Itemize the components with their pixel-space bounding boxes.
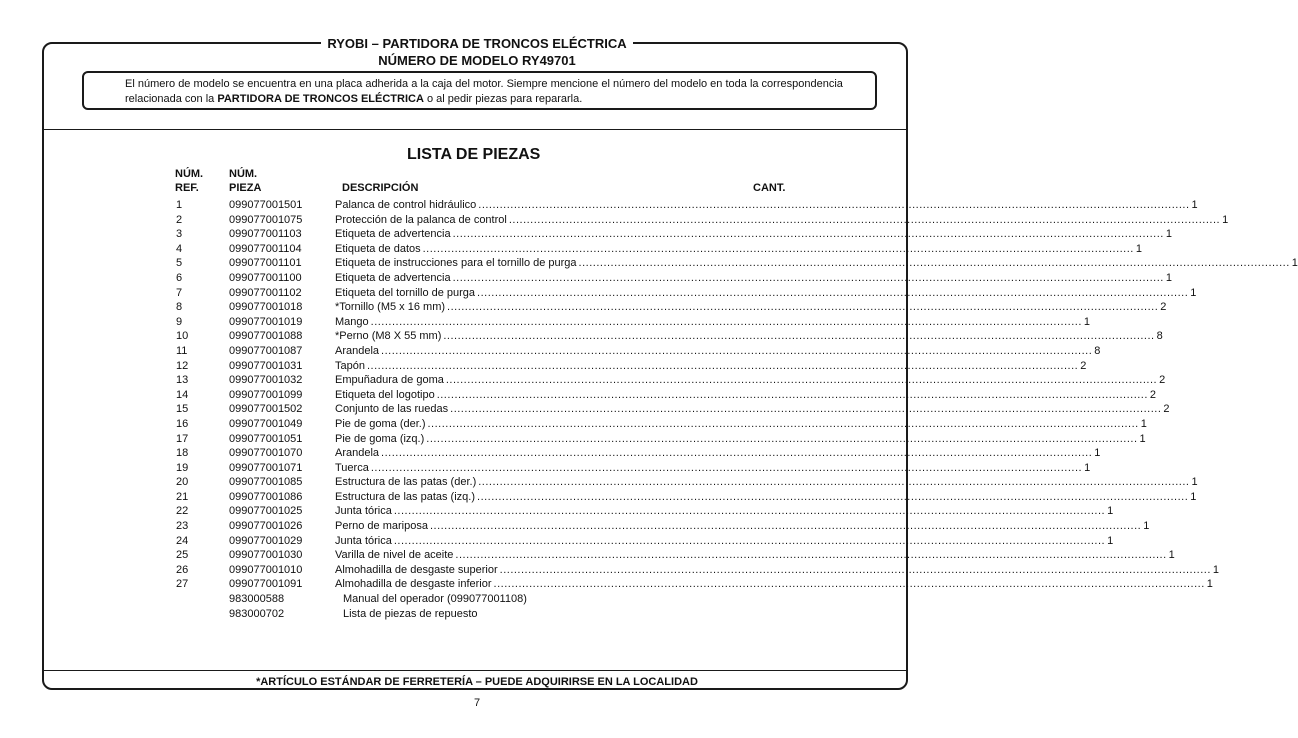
table-row [175, 227, 1172, 242]
part-quantity: 1 [1084, 461, 1091, 474]
part-quantity: 2 [1159, 374, 1166, 387]
leader-dots: ........................................................................................................................................................................................................ [477, 490, 1189, 503]
leader-dots: ........................................................................................................................................................................................................ [429, 520, 1142, 533]
part-description: Pie de goma (izq.) [335, 432, 425, 445]
table-row [175, 329, 1163, 344]
part-description: Perno (M8 X 55 mm) [339, 330, 442, 343]
part-number: 099077001102 [229, 286, 302, 299]
note-text-b: o al pedir piezas para repararla. [423, 92, 583, 105]
page-header [0, 35, 954, 69]
part-description: Arandela [335, 344, 380, 357]
part-number: 099077001100 [229, 271, 302, 284]
part-number: 099077001025 [229, 505, 303, 518]
ref-number: 9 [176, 315, 183, 328]
note-text-bold: PARTIDORA DE TRONCOS ELÉCTRICA [217, 92, 424, 105]
table-row [175, 213, 1229, 228]
part-quantity: 1 [1190, 286, 1197, 299]
part-description: Mango [335, 315, 369, 328]
ref-number: 17 [176, 432, 189, 445]
ref-number: 2 [176, 213, 183, 226]
leader-dots: ........................................................................................................................................................................................................ [455, 549, 1167, 562]
leader-dots: ........................................................................................................................................................................................................ [393, 505, 1106, 518]
ref-number: 11 [176, 344, 188, 357]
table-row [175, 577, 1213, 592]
part-quantity: 1 [1165, 228, 1172, 241]
part-description: Manual del operador (099077001108) [343, 593, 527, 606]
leader-dots: ........................................................................................................................................................................................................ [478, 199, 1190, 211]
part-number: 099077001071 [229, 461, 303, 474]
table-row [175, 315, 1090, 330]
part-description: Tornillo (M5 x 16 mm) [339, 301, 446, 314]
list-title: LISTA DE PIEZAS [407, 146, 541, 163]
hardware-mark: * [335, 301, 340, 314]
ref-number: 27 [176, 578, 189, 591]
ref-number: 1 [176, 199, 183, 211]
leader-dots: ........................................................................................................................................................................................................ [445, 374, 1158, 387]
footer-note: *ARTÍCULO ESTÁNDAR DE FERRETERÍA – PUEDE ADQUIRIRSE EN LA LOCALIDAD [256, 676, 698, 688]
description-cell [335, 519, 1150, 534]
leader-dots: ........................................................................................................................................................................................................ [366, 359, 1079, 372]
leader-dots: ........................................................................................................................................................................................................ [499, 563, 1211, 576]
leader-dots: ........................................................................................................................................................................................................ [427, 417, 1139, 430]
col-head-part [229, 167, 261, 195]
table-row [175, 446, 1101, 461]
model-note-box [82, 71, 877, 110]
part-number: 099077001103 [229, 228, 302, 241]
leader-dots: ........................................................................................................................................................................................................ [370, 461, 1083, 474]
ref-number: 4 [176, 242, 183, 255]
table-row [175, 344, 1101, 359]
leader-dots: ........................................................................................................................................................................................................ [477, 286, 1189, 299]
ref-number: 12 [176, 359, 189, 372]
leader-dots: ........................................................................................................................................................................................................ [381, 447, 1093, 460]
footer-divider [44, 670, 906, 671]
part-description: Perno de mariposa [335, 520, 428, 533]
part-quantity: 1 [1135, 242, 1142, 255]
part-description: Estructura de las patas (der.) [335, 476, 477, 489]
table-row [175, 607, 775, 622]
col-head-part-line2: PIEZA [229, 182, 262, 194]
description-cell [335, 504, 1114, 519]
description-cell [335, 563, 1220, 578]
table-row [175, 256, 1298, 271]
description-cell [335, 490, 1197, 505]
part-number: 983000588 [229, 593, 285, 606]
description-cell [335, 300, 1167, 315]
page-number: 7 [473, 697, 481, 709]
part-number: 099077001088 [229, 330, 303, 343]
header-title: RYOBI – PARTIDORA DE TRONCOS ELÉCTRICA [321, 36, 632, 52]
description-cell [335, 286, 1197, 301]
ref-number: 23 [176, 520, 189, 533]
part-number: 099077001018 [229, 301, 303, 314]
leader-dots: ........................................................................................................................................................................................................ [452, 271, 1164, 284]
description-cell [335, 198, 1198, 213]
table-row [175, 373, 1166, 388]
leader-dots: ........................................................................................................................................................................................................ [422, 242, 1134, 255]
table-row [175, 388, 1157, 403]
part-number: 099077001070 [229, 447, 303, 460]
description-cell [335, 446, 1101, 461]
part-description: Pie de goma (der.) [335, 417, 426, 430]
ref-number: 21 [176, 490, 189, 503]
ref-number: 3 [176, 228, 183, 241]
part-quantity: 1 [1168, 549, 1175, 562]
col-head-ref [175, 167, 203, 195]
description-cell [335, 461, 1091, 476]
part-number: 099077001051 [229, 432, 303, 445]
part-quantity: 1 [1140, 417, 1147, 430]
part-description: Arandela [335, 447, 380, 460]
part-description: Palanca de control hidráulico [335, 199, 477, 211]
part-quantity: 1 [1191, 476, 1198, 489]
leader-dots: ........................................................................................................................................................................................................ [452, 228, 1164, 241]
part-description: Etiqueta de advertencia [335, 228, 451, 241]
description-cell [335, 359, 1087, 374]
part-number: 099077001501 [229, 199, 303, 211]
part-description: Estructura de las patas (izq.) [335, 490, 476, 503]
part-number: 099077001099 [229, 388, 303, 401]
description-cell [335, 271, 1172, 286]
part-quantity: 2 [1160, 301, 1167, 314]
part-quantity: 2 [1163, 403, 1170, 416]
part-number: 099077001010 [229, 563, 303, 576]
part-description: Junta tórica [335, 505, 392, 518]
table-row [175, 519, 1150, 534]
part-number: 099077001019 [229, 315, 303, 328]
leader-dots: ........................................................................................................................................................................................................ [443, 330, 1155, 343]
part-description: Conjunto de las ruedas [335, 403, 449, 416]
description-cell [335, 534, 1114, 549]
ref-number: 24 [176, 534, 189, 547]
leader-dots: ........................................................................................................................................................................................................ [393, 534, 1106, 547]
table-row [175, 242, 1142, 257]
description-cell [335, 373, 1166, 388]
description-cell [335, 475, 1198, 490]
part-description: Etiqueta de instrucciones para el tornillo de purga [335, 257, 577, 270]
col-head-ref-line2: REF. [175, 182, 199, 194]
part-quantity: 1 [1139, 432, 1146, 445]
ref-number: 8 [176, 301, 183, 314]
leader-dots: ........................................................................................................................................................................................................ [508, 213, 1221, 226]
description-cell [335, 432, 1146, 447]
table-row [175, 271, 1172, 286]
part-number: 099077001075 [229, 213, 303, 226]
ref-number: 20 [176, 476, 189, 489]
table-row [175, 504, 1114, 519]
parts-list [175, 198, 1298, 621]
part-description: Almohadilla de desgaste superior [335, 563, 498, 576]
leader-dots: ........................................................................................................................................................................................................ [447, 301, 1159, 314]
table-row [175, 198, 1198, 213]
description-cell [335, 548, 1175, 563]
ref-number: 10 [176, 330, 189, 343]
part-number: 099077001031 [229, 359, 303, 372]
leader-dots: ........................................................................................................................................................................................................ [381, 344, 1093, 357]
header-model: NÚMERO DE MODELO RY49701 [378, 53, 576, 68]
part-description: Junta tórica [335, 534, 392, 547]
table-row [175, 592, 775, 607]
description-cell [335, 242, 1142, 257]
ref-number: 26 [176, 563, 189, 576]
table-row [175, 475, 1198, 490]
part-quantity: 1 [1083, 315, 1090, 328]
part-quantity: 8 [1156, 330, 1163, 343]
part-number: 099077001032 [229, 374, 303, 387]
description-cell [335, 388, 1157, 403]
col-head-ref-line1: NÚM. [175, 168, 204, 180]
part-quantity: 1 [1212, 563, 1220, 576]
part-number: 099077001087 [229, 344, 303, 357]
description-cell [335, 344, 1101, 359]
ref-number: 16 [176, 417, 189, 430]
ref-number: 15 [176, 403, 189, 416]
ref-number: 22 [176, 505, 189, 518]
ref-number: 19 [176, 461, 189, 474]
part-description: Etiqueta de advertencia [335, 271, 451, 284]
description-cell [335, 607, 755, 622]
part-quantity: 1 [1291, 257, 1298, 270]
section-divider [44, 129, 906, 130]
description-cell [335, 213, 1229, 228]
part-description: Protección de la palanca de control [335, 213, 507, 226]
table-row [175, 534, 1114, 549]
ref-number: 6 [176, 271, 183, 284]
part-number: 099077001049 [229, 417, 303, 430]
part-number: 099077001091 [229, 578, 303, 591]
col-head-part-line1: NÚM. [229, 168, 258, 180]
part-number: 983000702 [229, 607, 285, 620]
part-number: 099077001026 [229, 520, 303, 533]
ref-number: 5 [176, 257, 183, 270]
table-row [175, 359, 1087, 374]
leader-dots: ........................................................................................................................................................................................................ [436, 388, 1148, 401]
part-quantity: 1 [1206, 578, 1213, 591]
part-quantity: 1 [1143, 520, 1150, 533]
part-description: Etiqueta del tornillo de purga [335, 286, 476, 299]
table-row [175, 417, 1147, 432]
part-description: Lista de piezas de repuesto [343, 607, 478, 620]
description-cell [335, 315, 1090, 330]
hardware-mark: * [335, 330, 340, 343]
table-row [175, 461, 1091, 476]
ref-number: 14 [176, 388, 189, 401]
ref-number: 7 [176, 286, 183, 299]
description-cell [335, 592, 755, 607]
part-description: Etiqueta del logotipo [335, 388, 435, 401]
part-quantity: 1 [1107, 534, 1114, 547]
description-cell [335, 329, 1163, 344]
part-description: Tapón [335, 359, 365, 372]
table-row [175, 432, 1146, 447]
leader-dots: ........................................................................................................................................................................................................ [450, 403, 1162, 416]
part-description: Etiqueta de datos [335, 242, 421, 255]
part-number: 099077001101 [229, 257, 302, 270]
leader-dots: ........................................................................................................................................................................................................ [578, 257, 1290, 270]
table-row [175, 563, 1220, 578]
part-number: 099077001030 [229, 549, 303, 562]
leader-dots: ........................................................................................................................................................................................................ [478, 476, 1190, 489]
part-number: 099077001085 [229, 476, 303, 489]
description-cell [335, 577, 1213, 592]
part-description: Varilla de nivel de aceite [335, 549, 454, 562]
table-row [175, 490, 1197, 505]
part-quantity: 1 [1094, 447, 1101, 460]
note-text-a: El número de modelo se encuentra en una placa adherida a la caja del motor. Siempre mencione el número del modelo en toda la correspondencia relacionada con la [125, 78, 843, 105]
col-head-description: DESCRIPCIÓN [342, 182, 419, 194]
part-quantity: 1 [1191, 199, 1198, 211]
table-row [175, 286, 1197, 301]
table-row [175, 300, 1167, 315]
part-quantity: 8 [1094, 344, 1101, 357]
description-cell [335, 417, 1147, 432]
ref-number: 13 [176, 374, 189, 387]
part-description: Tuerca [335, 461, 369, 474]
part-number: 099077001502 [229, 403, 303, 416]
part-quantity: 1 [1222, 213, 1229, 226]
part-quantity: 2 [1080, 359, 1087, 372]
part-quantity: 2 [1149, 388, 1157, 401]
part-description: Almohadilla de desgaste inferior [335, 578, 492, 591]
part-quantity: 1 [1165, 271, 1172, 284]
part-number: 099077001104 [229, 242, 302, 255]
part-quantity: 1 [1107, 505, 1114, 518]
leader-dots: ........................................................................................................................................................................................................ [493, 578, 1205, 591]
ref-number: 18 [176, 447, 189, 460]
ref-number: 25 [176, 549, 189, 562]
part-description: Empuñadura de goma [335, 374, 444, 387]
table-row [175, 402, 1170, 417]
leader-dots: ........................................................................................................................................................................................................ [370, 315, 1082, 328]
col-head-qty: CANT. [753, 182, 786, 194]
table-row [175, 548, 1175, 563]
description-cell [335, 227, 1172, 242]
part-number: 099077001086 [229, 490, 303, 503]
part-number: 099077001029 [229, 534, 303, 547]
description-cell [335, 256, 1298, 271]
part-quantity: 1 [1190, 490, 1197, 503]
leader-dots: ........................................................................................................................................................................................................ [426, 432, 1138, 445]
description-cell [335, 402, 1170, 417]
